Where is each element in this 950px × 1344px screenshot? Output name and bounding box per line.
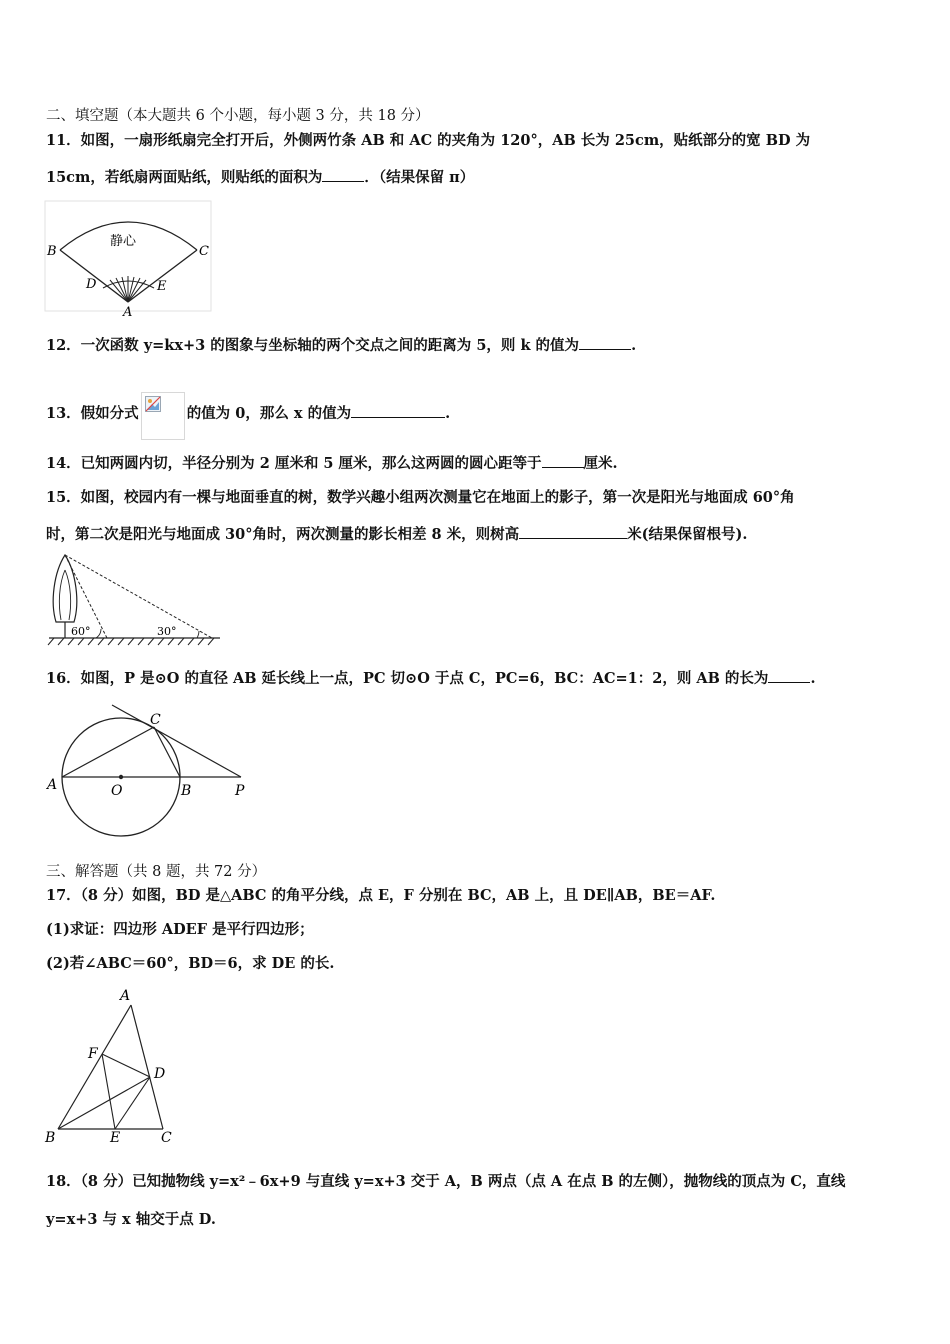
q17-part2: (2)若∠ABC＝60°，BD＝6，求 DE 的长. bbox=[46, 955, 335, 972]
q13-text-a: 13．假如分式 bbox=[46, 405, 139, 422]
q11-answer-blank bbox=[322, 167, 364, 182]
label-c: C bbox=[161, 1130, 172, 1145]
q16-text-a: 16．如图，P 是⊙O 的直径 AB 延长线上一点，PC 切⊙O 于点 C，PC=6，BC：AC=1：2，则 AB 的长为 bbox=[46, 670, 769, 687]
segment-de bbox=[115, 1077, 150, 1129]
q17-part1: (1)求证：四边形 ADEF 是平行四边形； bbox=[46, 921, 314, 938]
angle-60-label: 60° bbox=[71, 625, 91, 638]
q12-line bbox=[46, 334, 636, 355]
side-ab bbox=[58, 1005, 131, 1129]
q15-text-b: 米(结果保留根号). bbox=[627, 526, 748, 543]
q12-text-b: . bbox=[631, 337, 637, 354]
q11-text-b: ．（结果保留 π） bbox=[364, 169, 475, 186]
q17-line1: 17．（8 分）如图，BD 是△ABC 的角平分线，点 E，F 分别在 BC，AB 上，且 DE∥AB，BE＝AF. bbox=[46, 887, 716, 904]
center-point bbox=[119, 775, 123, 779]
label-d: D bbox=[154, 1066, 166, 1082]
bisector-bd bbox=[58, 1077, 150, 1129]
label-b: B bbox=[45, 1130, 56, 1145]
label-f: F bbox=[88, 1046, 98, 1062]
q14-text-a: 14．已知两圆内切，半径分别为 2 厘米和 5 厘米，那么这两圆的圆心距等于 bbox=[46, 455, 542, 472]
q12-text-a: 12．一次函数 y=kx+3 的图象与坐标轴的两个交点之间的距离为 5，则 k 的值为 bbox=[46, 337, 580, 354]
label-d: D bbox=[86, 277, 97, 292]
label-a: A bbox=[47, 777, 58, 793]
label-p: P bbox=[235, 783, 245, 799]
q16-circle-tangent-figure bbox=[44, 700, 264, 845]
label-a: A bbox=[123, 305, 133, 318]
q16-text-b: . bbox=[810, 670, 816, 687]
q16-answer-blank bbox=[768, 668, 810, 683]
q15-answer-blank bbox=[519, 524, 627, 539]
fan-text: 静心 bbox=[110, 234, 137, 249]
q18-line1: 18．（8 分）已知抛物线 y=x²﹣6x+9 与直线 y=x+3 交于 A，B 两点（点 A 在点 B 的左侧），抛物线的顶点为 C，直线 bbox=[46, 1173, 846, 1190]
q11-line2 bbox=[46, 166, 474, 187]
q14-line bbox=[46, 452, 618, 473]
label-b: B bbox=[181, 783, 192, 799]
q13-line bbox=[46, 392, 450, 440]
label-c: C bbox=[150, 712, 161, 728]
label-a: A bbox=[120, 988, 131, 1004]
q17-triangle-figure bbox=[44, 985, 194, 1145]
chord-bc bbox=[154, 727, 180, 777]
q14-text-b: 厘米. bbox=[583, 455, 618, 472]
q13-text-c: . bbox=[445, 405, 451, 422]
tree-crown bbox=[53, 555, 77, 622]
q11-fan-figure bbox=[44, 200, 214, 318]
chord-ac bbox=[62, 727, 154, 777]
tangent-pc bbox=[112, 705, 241, 777]
q14-answer-blank bbox=[542, 453, 584, 468]
label-o: O bbox=[111, 783, 123, 799]
q15-line1: 15．如图，校园内有一棵与地面垂直的树，数学兴趣小组两次测量它在地面上的影子，第一次是阳光与地面成 60°角 bbox=[46, 489, 795, 506]
label-b: B bbox=[47, 244, 57, 259]
section-2-title: 二、填空题（本大题共 6 个小题，每小题 3 分，共 18 分） bbox=[46, 108, 430, 124]
q11-text-a: 15cm，若纸扇两面贴纸，则贴纸的面积为 bbox=[46, 169, 323, 186]
segment-ef bbox=[102, 1054, 115, 1129]
q15-tree-shadow-figure bbox=[44, 550, 224, 650]
section-3-title: 三、解答题（共 8 题，共 72 分） bbox=[46, 864, 267, 880]
label-e: E bbox=[157, 279, 167, 294]
label-e: E bbox=[110, 1130, 121, 1145]
q16-line bbox=[46, 667, 816, 688]
broken-image-icon bbox=[145, 396, 161, 412]
label-c: C bbox=[199, 244, 209, 259]
q15-text-a: 时，第二次是阳光与地面成 30°角时，两次测量的影长相差 8 米，则树高 bbox=[46, 526, 520, 543]
q15-line2 bbox=[46, 523, 747, 544]
angle-30-label: 30° bbox=[157, 625, 177, 638]
segment-fd bbox=[102, 1054, 150, 1077]
q18-line2: y=x+3 与 x 轴交于点 D. bbox=[46, 1211, 216, 1228]
q12-answer-blank bbox=[579, 335, 631, 350]
q11-line1: 11．如图，一扇形纸扇完全打开后，外侧两竹条 AB 和 AC 的夹角为 120°，AB 长为 25cm，贴纸部分的宽 BD 为 bbox=[46, 132, 811, 149]
q13-answer-blank bbox=[351, 403, 445, 418]
ground-hatching bbox=[48, 638, 214, 645]
fraction-image-placeholder bbox=[141, 392, 185, 440]
q13-text-b: 的值为 0，那么 x 的值为 bbox=[186, 405, 352, 422]
